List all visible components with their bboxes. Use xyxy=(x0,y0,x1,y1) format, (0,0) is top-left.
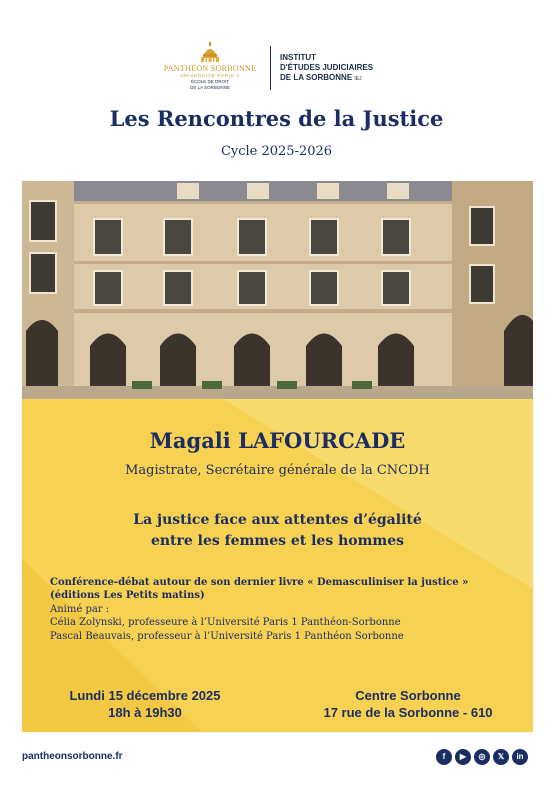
logo-right-line1: INSTITUT xyxy=(280,53,316,62)
logo-left-line4: DE LA SORBONNE xyxy=(190,84,230,90)
description-line4: Célia Zolynski, professeure à l’Université Paris 1 Panthéon-Sorbonne xyxy=(50,617,401,629)
page-title: Les Rencontres de la Justice xyxy=(109,106,444,131)
logo-left-line2: UNIVERSITÉ PARIS 1 xyxy=(180,73,240,78)
talk-topic xyxy=(22,510,533,552)
header-logos xyxy=(0,40,553,100)
facebook-icon[interactable]: f xyxy=(436,749,452,765)
event-address: 17 rue de la Sorbonne - 610 xyxy=(323,705,493,720)
pantheon-dome-icon xyxy=(198,42,222,64)
logo-right-iej: IEJ xyxy=(354,76,362,82)
logo-divider xyxy=(270,46,271,90)
description-line1: Conférence-débat autour de son dernier livre « Demasculiniser la justice » xyxy=(50,577,469,588)
courtyard-photo xyxy=(22,181,533,399)
logo-right-line2: D'ÉTUDES JUDICIAIRES xyxy=(280,63,374,72)
talk-topic-line1: La justice face aux attentes d’égalité xyxy=(133,512,422,528)
logo-right-line3-text: DE LA SORBONNE xyxy=(280,73,353,82)
logo-left-line1: PANTHÉON SORBONNE xyxy=(163,64,257,73)
social-links xyxy=(436,749,528,765)
speaker-role: Magistrate, Secrétaire générale de la CNCDH xyxy=(125,463,430,478)
logo-right-line3 xyxy=(280,73,373,84)
website-link[interactable]: pantheonsorbonne.fr xyxy=(22,751,123,762)
iej-logo[interactable] xyxy=(280,53,373,84)
page-subtitle: Cycle 2025-2026 xyxy=(220,144,333,159)
event-place: Centre Sorbonne xyxy=(355,688,461,703)
description-line5: Pascal Beauvais, professeur à l’Université Paris 1 Panthéon Sorbonne xyxy=(50,630,404,642)
youtube-icon[interactable]: ▶ xyxy=(455,749,471,765)
event-panel xyxy=(22,399,533,732)
event-date-block xyxy=(50,687,240,721)
description-line3: Animé par : xyxy=(50,603,110,615)
event-date: Lundi 15 décembre 2025 xyxy=(69,688,221,703)
speaker-name: Magali LAFOURCADE xyxy=(149,428,406,453)
event-description xyxy=(50,576,468,643)
talk-topic-line2: entre les femmes et les hommes xyxy=(150,533,405,549)
x-icon[interactable]: 𝕏 xyxy=(493,749,509,765)
instagram-icon[interactable]: ◎ xyxy=(474,749,490,765)
pantheon-sorbonne-logo[interactable] xyxy=(160,42,260,90)
logo-left-line3: ÉCOLE DE DROIT xyxy=(190,79,229,84)
event-time: 18h à 19h30 xyxy=(108,705,182,720)
linkedin-icon[interactable]: in xyxy=(512,749,528,765)
event-location-block xyxy=(308,687,508,721)
description-line2: (éditions Les Petits matins) xyxy=(50,590,205,602)
